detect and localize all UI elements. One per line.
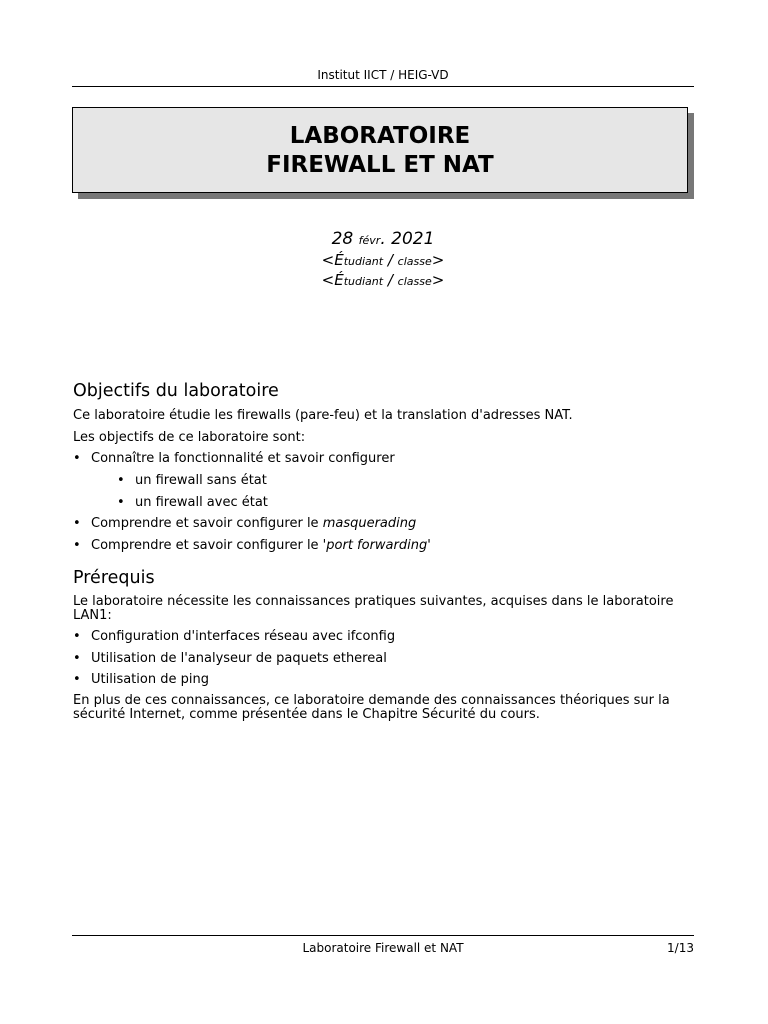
student-line-2: <Étudiant / classe> [321,271,445,289]
objectifs-intro: Ce laboratoire étudie les firewalls (pare-feu) et la translation d'adresses NAT. [73,408,573,423]
prerequis-intro-line-2: LAN1: [73,608,112,623]
document-date: 28 févr. 2021 [331,229,435,249]
footer-title: Laboratoire Firewall et NAT [302,941,464,955]
prerequis-outro-line-2: sécurité Internet, comme présentée dans le Chapitre Sécurité du cours. [73,707,540,722]
objectifs-lead: Les objectifs de ce laboratoire sont: [73,430,306,445]
section-heading-prerequis: Prérequis [73,568,155,588]
student-line-1: <Étudiant / classe> [321,251,445,269]
footer-rule [72,935,694,936]
section-heading-objectifs: Objectifs du laboratoire [73,381,279,401]
page-header: Institut IICT / HEIG-VD [317,68,449,82]
prerequis-intro-line-1: Le laboratoire nécessite les connaissances pratiques suivantes, acquises dans le laboratoire [73,594,674,609]
title-line-1: LABORATOIRE [289,123,471,149]
prerequis-outro-line-1: En plus de ces connaissances, ce laboratoire demande des connaissances théoriques sur la [73,693,670,708]
header-rule [72,86,694,87]
title-box [72,107,688,193]
page-number: 1/13 [667,941,694,955]
title-line-2: FIREWALL ET NAT [266,152,494,178]
